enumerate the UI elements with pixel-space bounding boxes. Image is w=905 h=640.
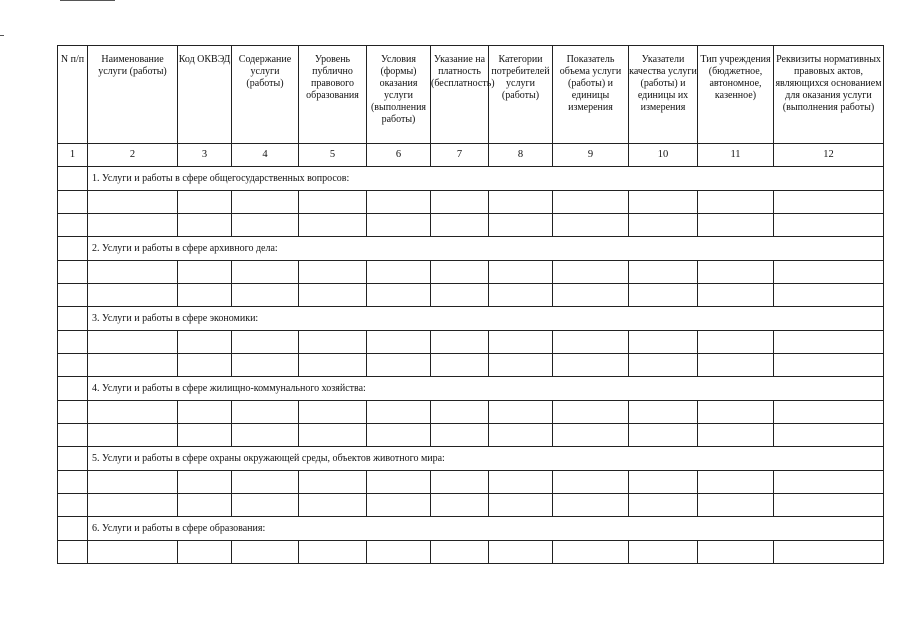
section-row bbox=[58, 167, 884, 191]
empty-cell bbox=[88, 331, 178, 354]
empty-cell bbox=[367, 261, 431, 284]
section-number-cell bbox=[58, 307, 88, 331]
empty-cell bbox=[299, 401, 367, 424]
empty-cell bbox=[553, 261, 629, 284]
empty-cell bbox=[553, 541, 629, 564]
empty-cell bbox=[431, 471, 489, 494]
col-header-okved-code: Код ОКВЭД bbox=[178, 46, 232, 144]
empty-cell bbox=[698, 494, 774, 517]
col-header-volume-indicator: Показатель объема услуги (работы) и единицы измерения bbox=[553, 46, 629, 144]
empty-cell bbox=[774, 331, 884, 354]
empty-cell bbox=[88, 354, 178, 377]
empty-cell bbox=[88, 494, 178, 517]
col-number: 9 bbox=[553, 144, 629, 167]
table-row bbox=[58, 401, 884, 424]
scan-artifact-line bbox=[60, 0, 115, 1]
empty-cell bbox=[232, 261, 299, 284]
section-row bbox=[58, 237, 884, 261]
section-number-cell bbox=[58, 447, 88, 471]
empty-cell bbox=[178, 471, 232, 494]
col-number: 5 bbox=[299, 144, 367, 167]
empty-cell bbox=[489, 401, 553, 424]
empty-cell bbox=[299, 354, 367, 377]
col-number: 11 bbox=[698, 144, 774, 167]
empty-cell bbox=[489, 331, 553, 354]
empty-cell bbox=[698, 261, 774, 284]
table-row bbox=[58, 541, 884, 564]
section-heading: 3. Услуги и работы в сфере экономики: bbox=[88, 307, 884, 331]
empty-cell bbox=[178, 261, 232, 284]
empty-cell bbox=[698, 541, 774, 564]
empty-cell bbox=[774, 354, 884, 377]
empty-cell bbox=[431, 331, 489, 354]
empty-cell bbox=[629, 401, 698, 424]
col-number: 4 bbox=[232, 144, 299, 167]
empty-cell bbox=[553, 191, 629, 214]
empty-cell bbox=[629, 541, 698, 564]
empty-cell bbox=[698, 424, 774, 447]
col-number: 1 bbox=[58, 144, 88, 167]
empty-cell bbox=[431, 191, 489, 214]
empty-cell bbox=[232, 424, 299, 447]
empty-cell bbox=[629, 214, 698, 237]
empty-cell bbox=[58, 424, 88, 447]
section-row bbox=[58, 517, 884, 541]
empty-cell bbox=[553, 331, 629, 354]
section-heading: 4. Услуги и работы в сфере жилищно-коммунального хозяйства: bbox=[88, 377, 884, 401]
empty-cell bbox=[232, 191, 299, 214]
services-table bbox=[57, 45, 884, 564]
empty-cell bbox=[431, 541, 489, 564]
empty-cell bbox=[698, 284, 774, 307]
empty-cell bbox=[232, 284, 299, 307]
section-number-cell bbox=[58, 517, 88, 541]
empty-cell bbox=[232, 331, 299, 354]
empty-cell bbox=[88, 191, 178, 214]
col-header-service-content: Содержание услуги (работы) bbox=[232, 46, 299, 144]
empty-cell bbox=[88, 284, 178, 307]
empty-cell bbox=[367, 214, 431, 237]
empty-cell bbox=[299, 214, 367, 237]
empty-cell bbox=[431, 401, 489, 424]
empty-cell bbox=[489, 541, 553, 564]
col-number: 10 bbox=[629, 144, 698, 167]
col-header-consumer-categories: Категории потребителей услуги (работы) bbox=[489, 46, 553, 144]
empty-cell bbox=[698, 191, 774, 214]
section-heading: 6. Услуги и работы в сфере образования: bbox=[88, 517, 884, 541]
col-number: 8 bbox=[489, 144, 553, 167]
empty-cell bbox=[58, 191, 88, 214]
empty-cell bbox=[774, 401, 884, 424]
empty-cell bbox=[774, 191, 884, 214]
empty-cell bbox=[367, 354, 431, 377]
empty-cell bbox=[232, 214, 299, 237]
table-body bbox=[58, 167, 884, 564]
empty-cell bbox=[774, 541, 884, 564]
empty-cell bbox=[58, 261, 88, 284]
empty-cell bbox=[629, 354, 698, 377]
section-number-cell bbox=[58, 167, 88, 191]
empty-cell bbox=[178, 191, 232, 214]
col-header-legal-acts: Реквизиты нормативных правовых актов, являющихся основанием для оказания услуги (выполнения работы) bbox=[774, 46, 884, 144]
empty-cell bbox=[367, 471, 431, 494]
empty-cell bbox=[58, 471, 88, 494]
empty-cell bbox=[88, 214, 178, 237]
empty-cell bbox=[774, 471, 884, 494]
empty-cell bbox=[178, 494, 232, 517]
col-number: 7 bbox=[431, 144, 489, 167]
empty-cell bbox=[698, 354, 774, 377]
empty-cell bbox=[299, 191, 367, 214]
table-row bbox=[58, 354, 884, 377]
col-header-public-level: Уровень публично правового образования bbox=[299, 46, 367, 144]
empty-cell bbox=[367, 424, 431, 447]
empty-cell bbox=[88, 424, 178, 447]
empty-cell bbox=[489, 261, 553, 284]
empty-cell bbox=[698, 401, 774, 424]
table-row bbox=[58, 261, 884, 284]
empty-cell bbox=[367, 191, 431, 214]
empty-cell bbox=[178, 331, 232, 354]
col-number: 2 bbox=[88, 144, 178, 167]
empty-cell bbox=[489, 354, 553, 377]
col-number: 6 bbox=[367, 144, 431, 167]
empty-cell bbox=[431, 261, 489, 284]
table-row bbox=[58, 331, 884, 354]
empty-cell bbox=[553, 471, 629, 494]
empty-cell bbox=[698, 214, 774, 237]
section-heading: 5. Услуги и работы в сфере охраны окружающей среды, объектов животного мира: bbox=[88, 447, 884, 471]
empty-cell bbox=[553, 354, 629, 377]
empty-cell bbox=[88, 261, 178, 284]
empty-cell bbox=[232, 471, 299, 494]
empty-cell bbox=[431, 284, 489, 307]
empty-cell bbox=[88, 471, 178, 494]
header-row bbox=[58, 46, 884, 144]
empty-cell bbox=[629, 191, 698, 214]
table-row bbox=[58, 284, 884, 307]
table-row bbox=[58, 471, 884, 494]
empty-cell bbox=[367, 331, 431, 354]
section-heading: 1. Услуги и работы в сфере общегосударственных вопросов: bbox=[88, 167, 884, 191]
empty-cell bbox=[299, 261, 367, 284]
empty-cell bbox=[299, 471, 367, 494]
empty-cell bbox=[489, 191, 553, 214]
empty-cell bbox=[299, 331, 367, 354]
empty-cell bbox=[553, 401, 629, 424]
empty-cell bbox=[178, 214, 232, 237]
empty-cell bbox=[88, 401, 178, 424]
empty-cell bbox=[553, 494, 629, 517]
table-row bbox=[58, 191, 884, 214]
empty-cell bbox=[58, 284, 88, 307]
empty-cell bbox=[58, 331, 88, 354]
empty-cell bbox=[58, 494, 88, 517]
empty-cell bbox=[698, 471, 774, 494]
section-number-cell bbox=[58, 237, 88, 261]
empty-cell bbox=[698, 331, 774, 354]
section-number-cell bbox=[58, 377, 88, 401]
column-number-row bbox=[58, 144, 884, 167]
empty-cell bbox=[178, 424, 232, 447]
empty-cell bbox=[232, 354, 299, 377]
empty-cell bbox=[774, 494, 884, 517]
empty-cell bbox=[58, 354, 88, 377]
empty-cell bbox=[232, 401, 299, 424]
empty-cell bbox=[774, 284, 884, 307]
empty-cell bbox=[299, 541, 367, 564]
empty-cell bbox=[629, 261, 698, 284]
col-header-service-name: Наименование услуги (работы) bbox=[88, 46, 178, 144]
table-row bbox=[58, 214, 884, 237]
empty-cell bbox=[178, 541, 232, 564]
empty-cell bbox=[431, 354, 489, 377]
col-number: 3 bbox=[178, 144, 232, 167]
empty-cell bbox=[58, 541, 88, 564]
empty-cell bbox=[629, 424, 698, 447]
empty-cell bbox=[431, 214, 489, 237]
section-row bbox=[58, 307, 884, 331]
empty-cell bbox=[367, 284, 431, 307]
empty-cell bbox=[178, 401, 232, 424]
empty-cell bbox=[553, 284, 629, 307]
empty-cell bbox=[774, 261, 884, 284]
empty-cell bbox=[489, 284, 553, 307]
empty-cell bbox=[431, 494, 489, 517]
empty-cell bbox=[232, 541, 299, 564]
empty-cell bbox=[629, 331, 698, 354]
empty-cell bbox=[553, 214, 629, 237]
col-header-conditions: Условия (формы) оказания услуги (выполнения работы) bbox=[367, 46, 431, 144]
empty-cell bbox=[489, 494, 553, 517]
empty-cell bbox=[553, 424, 629, 447]
scan-artifact-dot bbox=[0, 35, 4, 36]
section-heading: 2. Услуги и работы в сфере архивного дела: bbox=[88, 237, 884, 261]
empty-cell bbox=[299, 284, 367, 307]
empty-cell bbox=[367, 541, 431, 564]
section-row bbox=[58, 447, 884, 471]
empty-cell bbox=[431, 424, 489, 447]
empty-cell bbox=[774, 214, 884, 237]
col-number: 12 bbox=[774, 144, 884, 167]
empty-cell bbox=[367, 401, 431, 424]
empty-cell bbox=[58, 401, 88, 424]
empty-cell bbox=[774, 424, 884, 447]
section-row bbox=[58, 377, 884, 401]
empty-cell bbox=[178, 284, 232, 307]
col-header-payment: Указание на платность (бесплатность) bbox=[431, 46, 489, 144]
empty-cell bbox=[489, 214, 553, 237]
col-header-institution-type: Тип учреждения (бюджетное, автономное, казенное) bbox=[698, 46, 774, 144]
col-header-quality-indicators: Указатели качества услуги (работы) и единицы их измерения bbox=[629, 46, 698, 144]
empty-cell bbox=[178, 354, 232, 377]
empty-cell bbox=[629, 284, 698, 307]
table-row bbox=[58, 494, 884, 517]
empty-cell bbox=[58, 214, 88, 237]
empty-cell bbox=[367, 494, 431, 517]
empty-cell bbox=[232, 494, 299, 517]
empty-cell bbox=[629, 494, 698, 517]
empty-cell bbox=[299, 494, 367, 517]
empty-cell bbox=[489, 424, 553, 447]
empty-cell bbox=[88, 541, 178, 564]
empty-cell bbox=[629, 471, 698, 494]
table-row bbox=[58, 424, 884, 447]
empty-cell bbox=[489, 471, 553, 494]
empty-cell bbox=[299, 424, 367, 447]
col-header-number: N п/п bbox=[58, 46, 88, 144]
